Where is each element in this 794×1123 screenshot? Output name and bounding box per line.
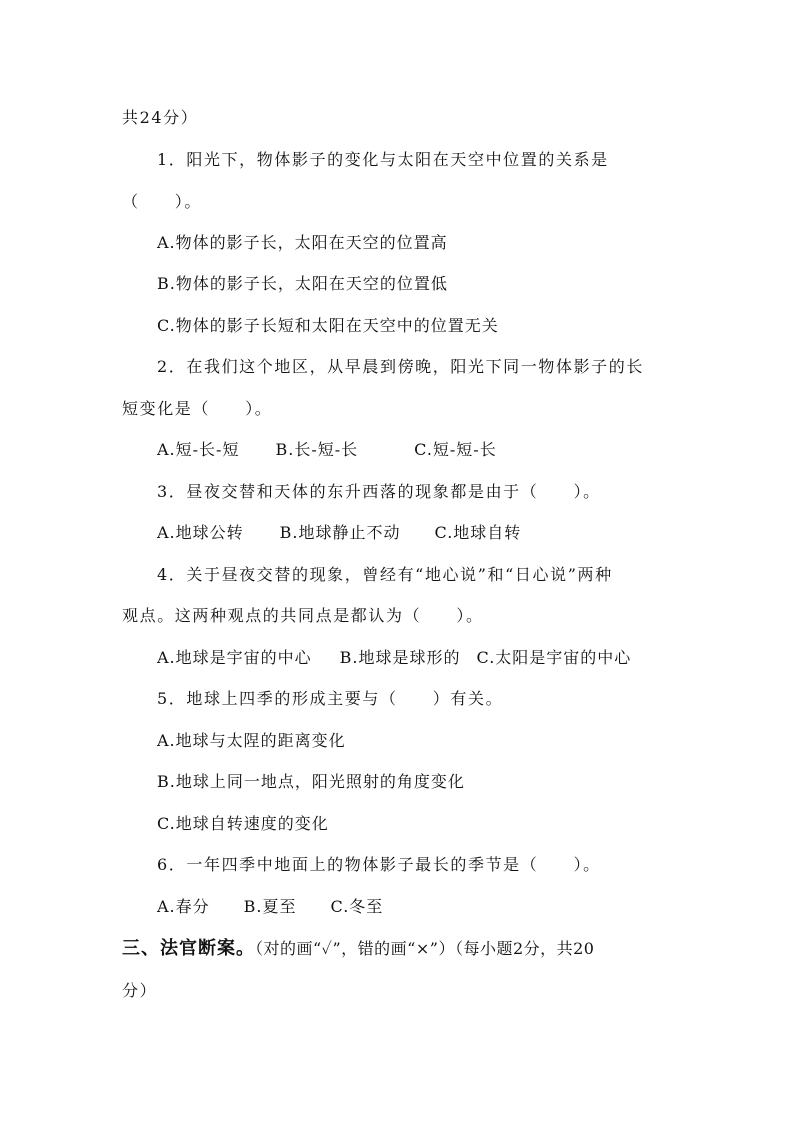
question-3-stem: 3．昼夜交替和天体的东升西落的现象都是由于（ ）。 [157, 482, 601, 501]
question-3-option-b: B.地球静止不动 [279, 523, 401, 542]
question-4-option-a: A.地球是宇宙的中心 [157, 648, 312, 667]
section-3-instructions: （对的画“✓”，错的画“×”）（每小题2分，共20 [255, 939, 595, 958]
question-2-stem-continued: 短变化是（ ）。 [122, 399, 273, 418]
question-1-option-b: B.物体的影子长，太阳在天空的位置低 [157, 274, 448, 293]
question-6-option-a: A.春分 [157, 897, 210, 916]
question-2-options [157, 439, 497, 461]
question-1-stem: 1．阳光下，物体影子的变化与太阳在天空中位置的关系是 [157, 150, 609, 169]
question-4-stem-continued: 观点。这两种观点的共同点是都认为（ ）。 [122, 606, 484, 625]
question-3-option-a: A.地球公转 [157, 523, 244, 542]
question-5-option-b: B.地球上同一地点，阳光照射的角度变化 [157, 772, 465, 791]
question-4-option-b: B.地球是球形的 [339, 648, 461, 667]
question-3-option-c: C.地球自转 [434, 523, 522, 542]
question-5-stem: 5．地球上四季的形成主要与（ ）有关。 [157, 689, 504, 708]
question-5-option-c: C.地球自转速度的变化 [157, 814, 329, 833]
question-2-option-c: C.短-短-长 [414, 440, 497, 459]
question-1-blank: （ ）。 [122, 192, 203, 211]
question-4-option-c: C.太阳是宇宙的中心 [476, 648, 632, 667]
question-4-stem: 4．关于昼夜交替的现象，曾经有“地心说”和“日心说”两种 [157, 565, 613, 584]
question-6-option-c: C.冬至 [330, 897, 384, 916]
question-2-option-b: B.长-短-长 [275, 440, 359, 459]
question-6-options [157, 896, 383, 918]
section-3-heading [122, 938, 595, 960]
section-3-title: 三、法官断案。 [122, 938, 255, 959]
question-1-option-a: A.物体的影子长，太阳在天空的位置高 [157, 233, 448, 252]
question-4-options [157, 647, 631, 669]
question-6-stem: 6．一年四季中地面上的物体影子最长的季节是（ ）。 [157, 855, 601, 874]
question-1-option-c: C.物体的影子长短和太阳在天空中的位置无关 [157, 316, 499, 335]
question-2-option-a: A.短-长-短 [157, 440, 240, 459]
question-6-option-b: B.夏至 [243, 897, 297, 916]
question-2-stem: 2．在我们这个地区，从早晨到傍晚，阳光下同一物体影子的长 [157, 357, 644, 376]
question-5-option-a: A.地球与太陧的距离变化 [157, 731, 346, 750]
question-3-options [157, 522, 521, 544]
section-3-instructions-tail: 分） [122, 981, 158, 1000]
section-score-continuation: 共24分） [122, 108, 199, 127]
